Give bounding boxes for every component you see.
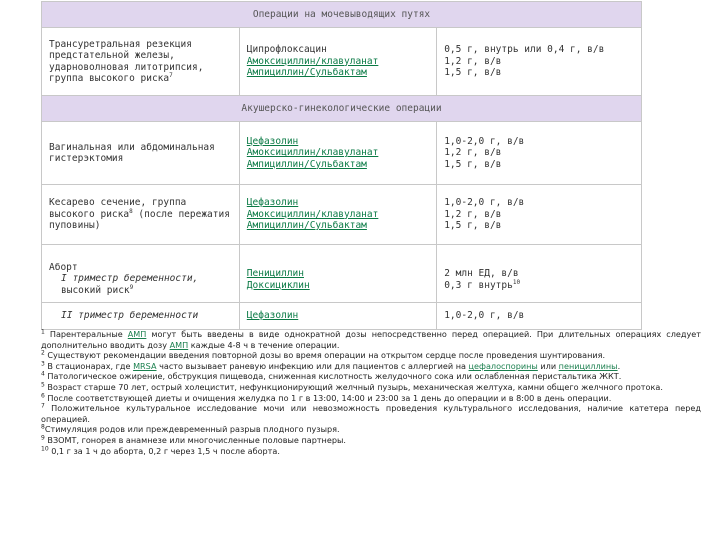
dose-text: 1,5 г, в/в — [444, 158, 502, 170]
drug-name: Ципрофлоксацин — [246, 44, 327, 56]
footnote — [41, 329, 701, 350]
footnote-text: каждые 4-8 ч в течение операции. — [188, 339, 340, 350]
footnote-number: 7 — [41, 402, 45, 410]
dose-cell — [437, 185, 642, 245]
procedure-cell — [42, 303, 240, 330]
footnote-link[interactable]: АМП — [127, 329, 147, 339]
footnote-ref: 7 — [169, 71, 173, 79]
drug-link[interactable]: Амоксициллин/клавуланат — [246, 55, 379, 67]
drug-cell — [239, 303, 436, 330]
dose-text: 1,2 г, в/в — [444, 208, 502, 220]
footnote-ref: 9 — [129, 283, 134, 291]
dose-text: 1,0-2,0 г, в/в — [444, 197, 525, 209]
procedure-text: (после пережатия пуповины) — [49, 208, 230, 232]
drug-cell — [239, 122, 436, 185]
table-row — [42, 28, 642, 96]
dose-text: 1,0-2,0 г, в/в — [444, 310, 525, 322]
dose-cell — [437, 303, 642, 330]
trimester-text: II триместр беременности — [61, 310, 199, 322]
footnote — [41, 393, 701, 404]
footnote-number: 6 — [41, 391, 45, 399]
procedure-title: Аборт — [49, 261, 78, 273]
footnote — [41, 382, 701, 393]
table-row — [42, 303, 642, 330]
procedure-cell: Вагинальная или абдоминальная гистерэктомия — [42, 122, 240, 185]
footnote-text: После соответствующей диеты и очищения желудка по 1 г в 13:00, 14:00 и 23:00 за 1 день до операции и в 8:00 в день операции. — [44, 392, 612, 403]
drug-link[interactable]: Доксициклин — [246, 279, 310, 291]
footnote-text: могут быть введены в виде однократной дозы непосредственно перед операцией. При длительных операциях следует дополнительно вводить дозу — [41, 329, 701, 350]
drug-link[interactable]: Ампициллин/Сульбактам — [246, 220, 367, 232]
drug-cell — [239, 28, 436, 96]
footnote — [41, 403, 701, 424]
table-row — [42, 185, 642, 245]
dose-text — [444, 280, 634, 292]
footnote-link[interactable]: цефалоспорины — [468, 360, 538, 371]
dose-value: 0,3 г внутрь — [444, 279, 513, 291]
drug-link[interactable]: Ампициллин/Сульбактам — [246, 158, 367, 170]
footnote — [41, 424, 701, 435]
footnote-text: Стимуляция родов или преждевременный разрыв плодного пузыря. — [44, 424, 340, 435]
dose-text: 1,2 г, в/в — [444, 147, 502, 159]
footnote — [41, 350, 701, 361]
prophylaxis-table — [41, 1, 642, 330]
footnote-number: 10 — [41, 444, 49, 452]
procedure-text: Трансуретральная резекция предстательной железы, ударноволновая литотрипсия, группа высокого риска — [49, 38, 204, 84]
risk-text: высокий риск — [61, 284, 130, 296]
dose-text: 1,2 г, в/в — [444, 55, 502, 67]
footnote-text: Существуют рекомендации введения повторной дозы во время операции на открытом сердце после проведения шунтирования. — [44, 350, 606, 361]
dose-text: 1,0-2,0 г, в/в — [444, 135, 525, 147]
footnote — [41, 361, 701, 372]
dose-text: 2 млн ЕД, в/в — [444, 268, 519, 279]
footnote-text: В стационарах, где — [44, 360, 134, 371]
footnote-text: 0,1 г за 1 ч до аборта, 0,2 г через 1,5 ч после аборта. — [48, 445, 280, 456]
footnote-number: 1 — [41, 328, 45, 336]
section-title: Операции на мочевыводящих путях — [42, 2, 642, 28]
footnote-text: Положительное культуральное исследование мочи или невозможность проведения культурального исследования, наличие катетера перед операцией. — [41, 403, 701, 424]
footnotes — [41, 329, 701, 456]
footnote-number: 5 — [41, 381, 45, 389]
footnote-number: 9 — [41, 434, 45, 442]
section-row-urinary — [42, 2, 642, 28]
drug-cell — [239, 185, 436, 245]
footnote — [41, 371, 701, 382]
procedure-cell — [42, 28, 240, 96]
footnote-number: 4 — [41, 370, 45, 378]
footnote-ref: 10 — [512, 278, 521, 286]
dose-cell — [437, 122, 642, 185]
footnote-text: . — [617, 360, 621, 371]
trimester-text: I триместр беременности, — [61, 273, 199, 284]
footnote-link[interactable]: пенициллины — [558, 360, 618, 371]
footnote — [41, 446, 701, 457]
procedure-cell — [42, 245, 240, 303]
procedure-sub — [49, 273, 232, 296]
footnote-text: Парентеральные — [44, 329, 128, 339]
table-row — [42, 122, 642, 185]
footnote-number: 2 — [41, 349, 45, 357]
footnote-link[interactable]: MRSA — [133, 360, 157, 371]
drug-link[interactable]: Амоксициллин/клавуланат — [246, 208, 379, 220]
footnote-text: Возраст старше 70 лет, острый холецистит, нефункционирующий желчный пузырь, механическая желтуха, камни общего желчного протока. — [44, 381, 663, 392]
dose-text: 0,5 г, внутрь или 0,4 г, в/в — [444, 44, 605, 56]
dose-text: 1,5 г, в/в — [444, 67, 502, 79]
dose-cell — [437, 245, 642, 303]
drug-link[interactable]: Ампициллин/Сульбактам — [246, 67, 367, 79]
drug-link[interactable]: Цефазолин — [246, 135, 299, 147]
footnote-text: часто вызывает раневую инфекцию или для пациентов с аллергией на — [156, 360, 469, 371]
footnote-number: 8 — [41, 423, 45, 431]
dose-cell — [437, 28, 642, 96]
footnote-number: 3 — [41, 360, 45, 368]
procedure-cell — [42, 185, 240, 245]
footnote-text: Патологическое ожирение, обструкция пищевода, сниженная кислотность желудочного сока или ослабленная перистальтика ЖКТ. — [44, 371, 622, 382]
procedure-text: Кесарево сечение, группа высокого риска — [49, 197, 187, 220]
footnote-text: ВЗОМТ, гонорея в анамнезе или многочисленные половые партнеры. — [44, 434, 346, 445]
footnote-ref: 8 — [129, 207, 133, 215]
footnote-text: или — [537, 360, 559, 371]
section-row-obgyn — [42, 96, 642, 122]
drug-link[interactable]: Цефазолин — [246, 310, 299, 322]
footnote — [41, 435, 701, 446]
drug-link[interactable]: Амоксициллин/клавуланат — [246, 147, 379, 159]
drug-cell — [239, 245, 436, 303]
drug-link[interactable]: Пенициллин — [246, 268, 304, 279]
dose-text: 1,5 г, в/в — [444, 220, 502, 232]
section-title: Акушерско-гинекологические операции — [42, 96, 642, 122]
footnote-link[interactable]: АМП — [169, 339, 189, 350]
table-row — [42, 245, 642, 303]
drug-link[interactable]: Цефазолин — [246, 197, 299, 209]
